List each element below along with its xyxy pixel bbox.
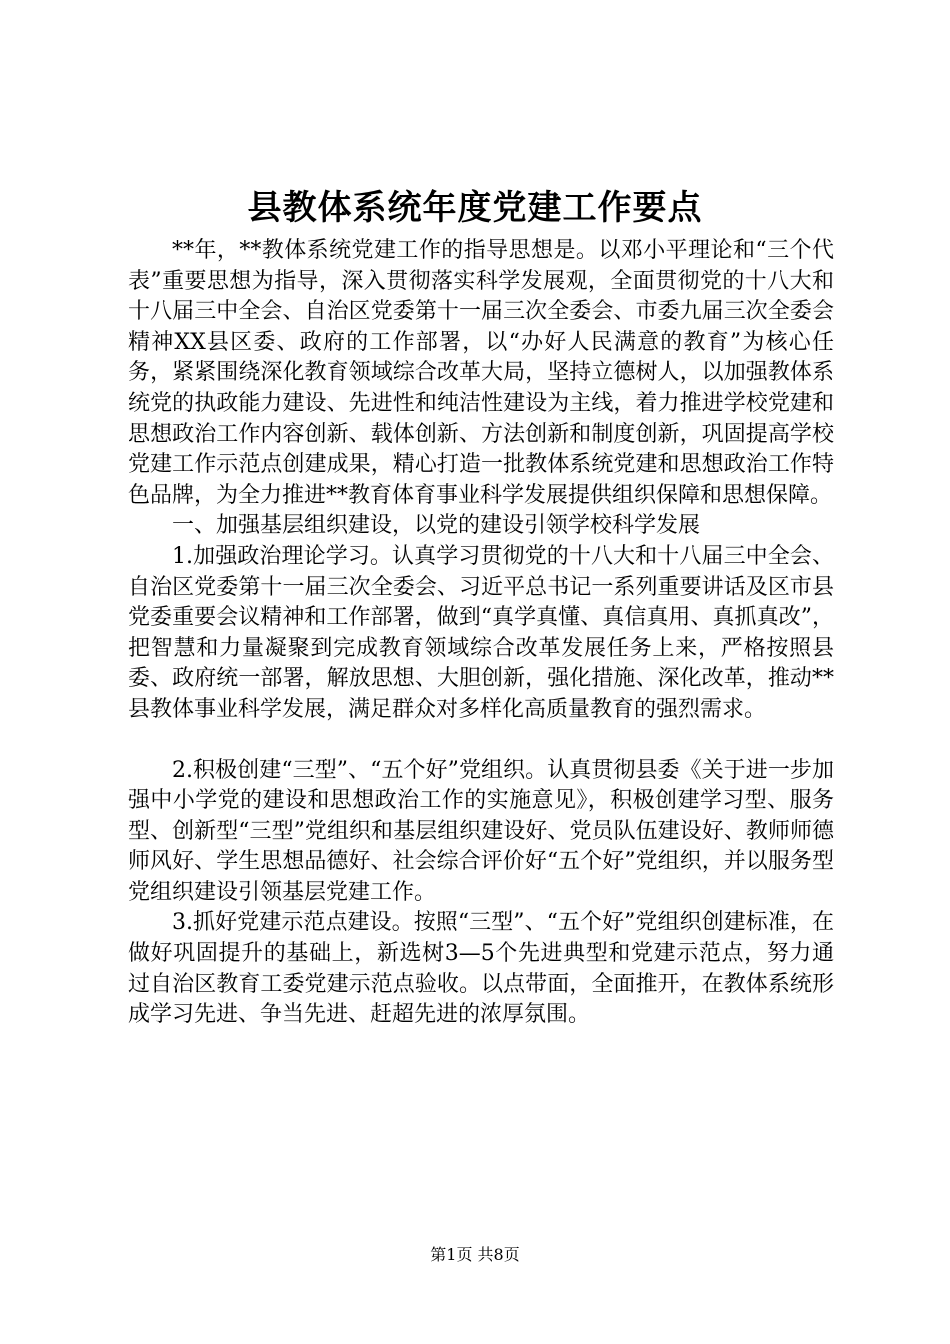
section-heading-1: 一、加强基层组织建设，以党的建设引领学校科学发展 [172, 513, 701, 539]
item-paragraph-2: 2.积极创建“三型”、“五个好”党组织。认真贯彻县委《关于进一步加强中小学党的建设和思想政治工作的实施意见》，积极创建学习型、服务型、创新型“三型”党组织和基层组织建设好、党员队伍建设好、教师师德师风好、学生思想品德好、社会综合评价好“五个好”党组织，并以服务型党组织建设引领基层党建工作。 [128, 757, 834, 905]
intro-paragraph: **年，**教体系统党建工作的指导思想是。以邓小平理论和“三个代表”重要思想为指导，深入贯彻落实科学发展观，全面贯彻党的十八大和十八届三中全会、自治区党委第十一届三次全委会、市委九届三次全委会精神XX县区委、政府的工作部署，以“办好人民满意的教育”为核心任务，紧紧围绕深化教育领域综合改革大局，坚持立德树人，以加强教体系统党的执政能力建设、先进性和纯洁性建设为主线，着力推进学校党建和思想政治工作内容创新、载体创新、方法创新和制度创新，巩固提高学校党建工作示范点创建成果，精心打造一批教体系统党建和思想政治工作特色品牌，为全力推进**教育体育事业科学发展提供组织保障和思想保障。 [128, 238, 834, 508]
page-footer: 第1页 共8页 [430, 1245, 520, 1264]
document-body [128, 236, 834, 1031]
item-paragraph-1: 1.加强政治理论学习。认真学习贯彻党的十八大和十八届三中全会、自治区党委第十一届三次全委会、习近平总书记一系列重要讲话及区市县党委重要会议精神和工作部署，做到“真学真懂、真信真用、真抓真改”，把智慧和力量凝聚到完成教育领域综合改革发展任务上来，严格按照县委、政府统一部署，解放思想、大胆创新，强化措施、深化改革，推动**县教体事业科学发展，满足群众对多样化高质量教育的强烈需求。 [128, 543, 834, 722]
item-paragraph-3: 3.抓好党建示范点建设。按照“三型”、“五个好”党组织创建标准，在做好巩固提升的基础上，新选树3—5个先进典型和党建示范点，努力通过自治区教育工委党建示范点验收。以点带面，全面推开，在教体系统形成学习先进、争当先进、赶超先进的浓厚氛围。 [128, 910, 834, 1028]
page-title: 县教体系统年度党建工作要点 [247, 188, 703, 228]
paragraph-gap [128, 726, 834, 756]
